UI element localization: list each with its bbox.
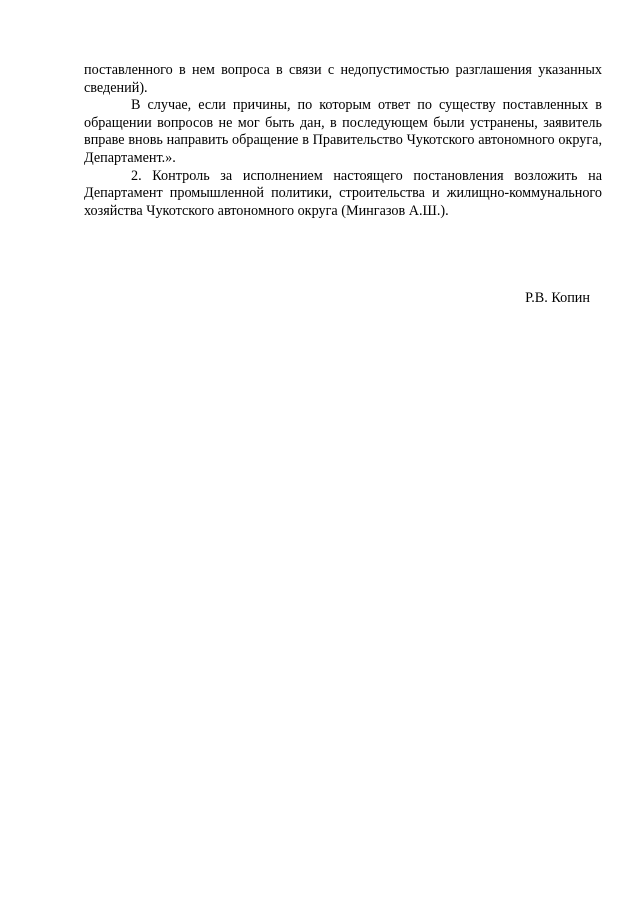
- paragraph-reappeal-clause: В случае, если причины, по которым ответ по существу поставленных в обращении вопросов не мог быть дан, в последующем были устранены, заявитель вправе вновь направить обращение в Правительство Чукотского автономного округа, Департамент.».: [84, 97, 602, 166]
- paragraph-continuation: поставленного в нем вопроса в связи с недопустимостью разглашения указанных сведений).: [84, 62, 602, 96]
- document-body: [84, 62, 602, 220]
- signature-name: Р.В. Копин: [525, 290, 590, 306]
- paragraph-control-clause: 2. Контроль за исполнением настоящего постановления возложить на Департамент промышленной политики, строительства и жилищно-коммунального хозяйства Чукотского автономного округа (Мингазов А.Ш.).: [84, 167, 602, 219]
